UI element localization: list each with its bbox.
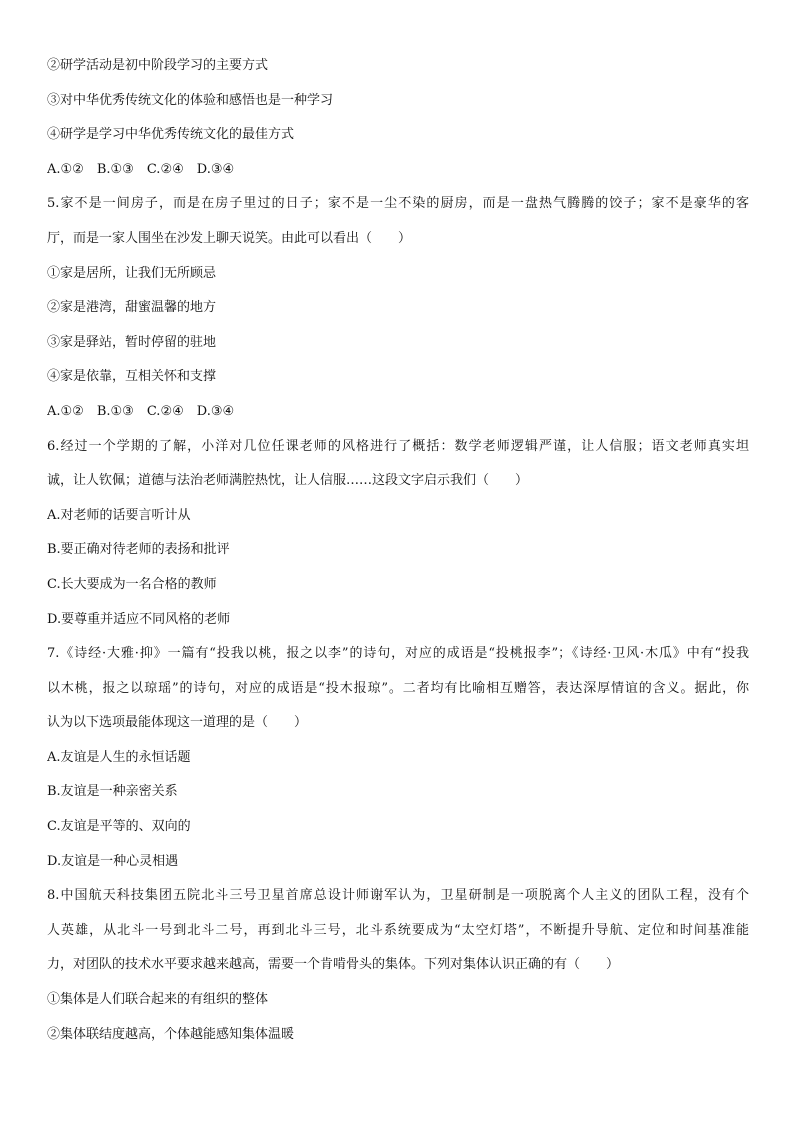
q5-options: A.①② B.①③ C.②④ D.③④ [47, 403, 235, 419]
q8-stem-line-2: 人英雄，从北斗一号到北斗二号，再到北斗三号，北斗系统要成为“太空灯塔”，不断提升导航、定位和时间基准能 [47, 922, 749, 938]
q7-option-a: A.友谊是人生的永恒话题 [47, 749, 191, 765]
q6-option-a: A.对老师的话要言听计从 [47, 507, 191, 523]
q5-stem-line-1: 5.家不是一间房子，而是在房子里过的日子；家不是一尘不染的厨房，而是一盘热气腾腾的饺子；家不是豪华的客 [47, 196, 749, 212]
q4-item-4: ④研学是学习中华优秀传统文化的最佳方式 [47, 127, 295, 143]
q6-option-d: D.要尊重并适应不同风格的老师 [47, 611, 231, 627]
q7-stem-line-2: 以木桃，报之以琼瑶”的诗句，对应的成语是“投木报琼”。二者均有比喻相互赠答，表达深厚情谊的含义。据此，你 [47, 680, 749, 696]
q4-options: A.①② B.①③ C.②④ D.③④ [47, 161, 235, 177]
q7-stem-line-1: 7.《诗经·大雅·抑》一篇有“投我以桃，报之以李”的诗句，对应的成语是“投桃报李”；《诗经·卫风·木瓜》中有“投我 [47, 646, 749, 662]
q6-option-c: C.长大要成为一名合格的教师 [47, 576, 217, 592]
q5-item-2: ②家是港湾，甜蜜温馨的地方 [47, 300, 217, 316]
q8-item-2: ②集体联结度越高，个体越能感知集体温暖 [47, 1026, 295, 1042]
question-content [47, 56, 749, 1059]
q6-option-b: B.要正确对待老师的表扬和批评 [47, 542, 230, 558]
q5-item-4: ④家是依靠，互相关怀和支撑 [47, 369, 217, 385]
q5-stem-line-2: 厅，而是一家人围坐在沙发上聊天说笑。由此可以看出（ ） [47, 230, 412, 246]
q7-stem-line-3: 认为以下选项最能体现这一道理的是（ ） [47, 715, 308, 731]
q8-stem-line-3: 力，对团队的技术水平要求越来越高，需要一个肯啃骨头的集体。下列对集体认识正确的有（ ） [47, 957, 620, 973]
q6-stem-line-2: 诚，让人钦佩；道德与法治老师满腔热忱，让人信服……这段文字启示我们（ ） [47, 473, 529, 489]
q5-item-1: ①家是居所，让我们无所顾忌 [47, 265, 217, 281]
q6-stem-line-1: 6.经过一个学期的了解，小洋对几位任课老师的风格进行了概括：数学老师逻辑严谨，让人信服；语文老师真实坦 [47, 438, 749, 454]
q7-option-b: B.友谊是一种亲密关系 [47, 784, 178, 800]
q5-item-3: ③家是驿站，暂时停留的驻地 [47, 334, 217, 350]
q7-option-d: D.友谊是一种心灵相遇 [47, 853, 179, 869]
q8-stem-line-1: 8.中国航天科技集团五院北斗三号卫星首席总设计师谢军认为，卫星研制是一项脱离个人主义的团队工程，没有个 [47, 888, 749, 904]
q4-item-3: ③对中华优秀传统文化的体验和感悟也是一种学习 [47, 92, 334, 108]
q4-item-2: ②研学活动是初中阶段学习的主要方式 [47, 58, 269, 73]
q7-option-c: C.友谊是平等的、双向的 [47, 819, 191, 835]
q8-item-1: ①集体是人们联合起来的有组织的整体 [47, 992, 269, 1008]
